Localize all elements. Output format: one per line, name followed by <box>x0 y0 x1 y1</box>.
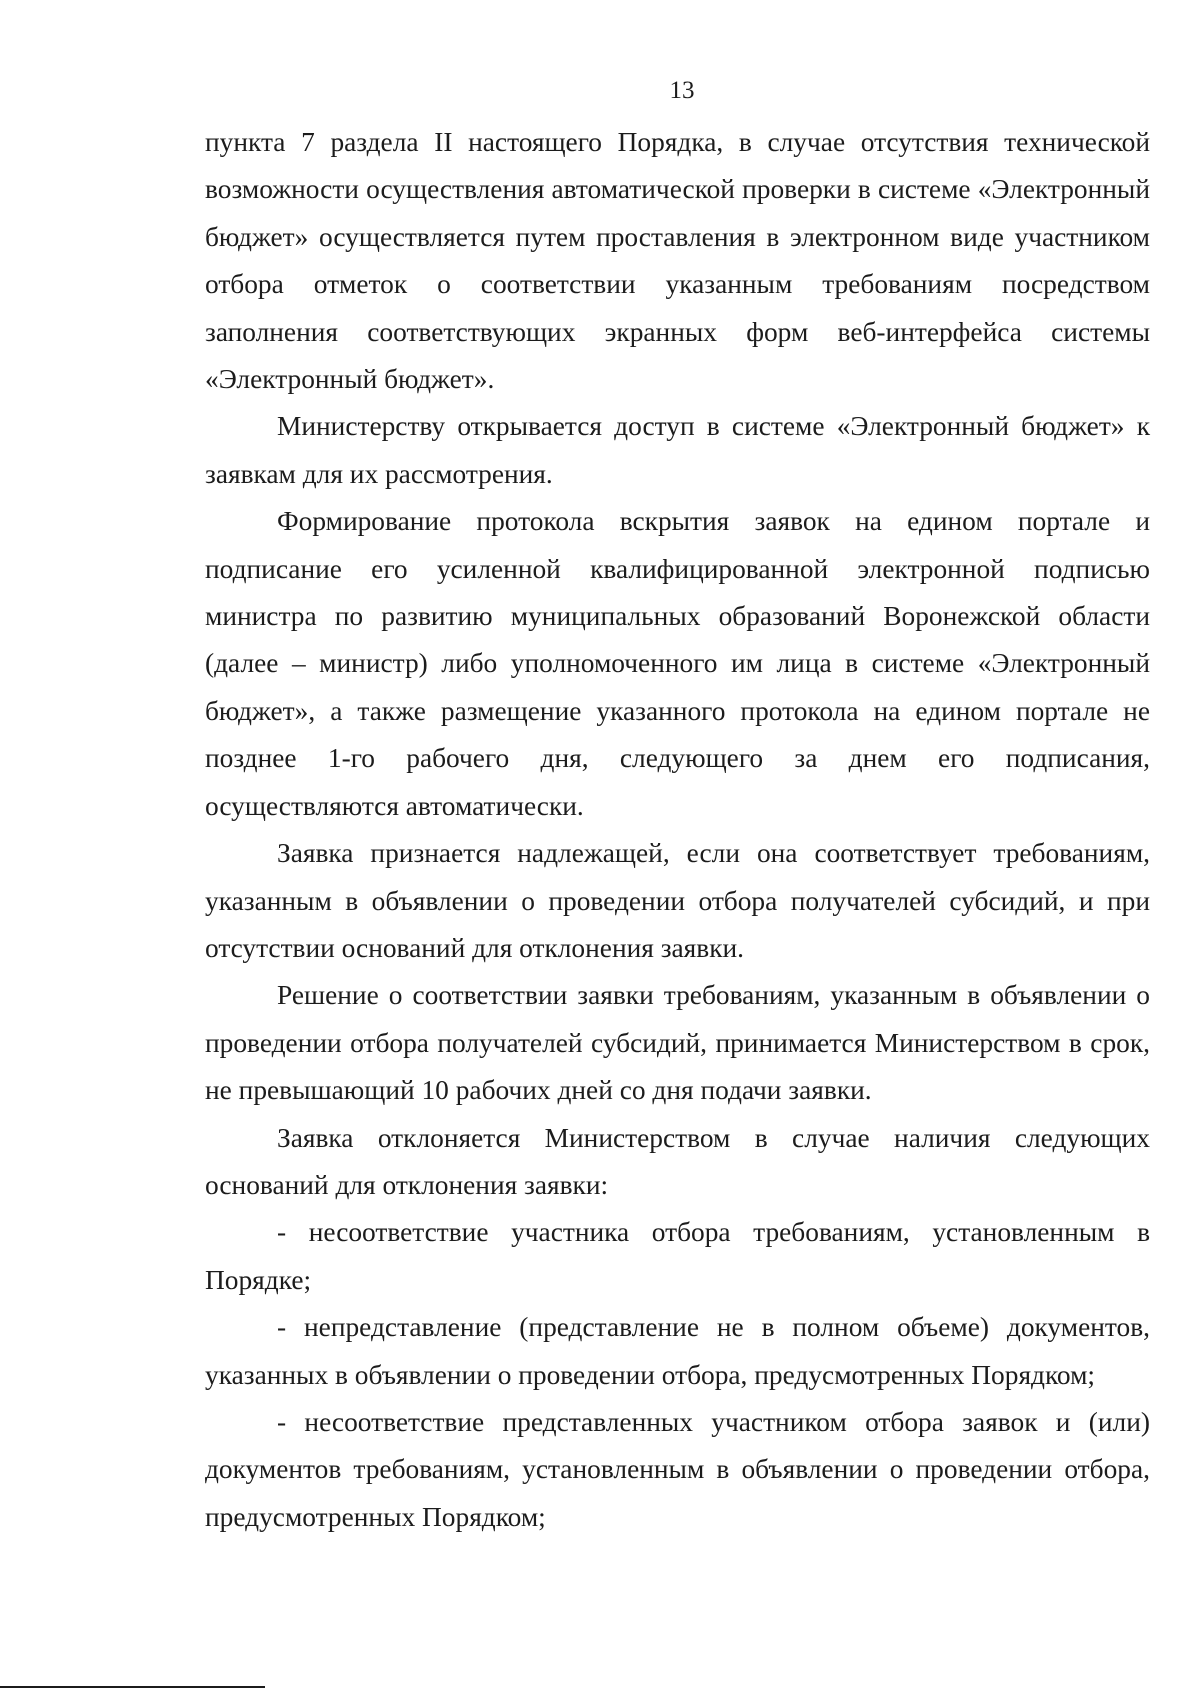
page-number: 13 <box>669 77 695 104</box>
paragraph-rejection-grounds: Заявка отклоняется Министерством в случае наличия следующих оснований для отклонения заявки: <box>205 1122 1150 1200</box>
list-item-documents-missing: - непредставление (представление не в полном объеме) документов, указанных в объявлении о проведении отбора, предусмотренных Порядком; <box>205 1312 1150 1390</box>
list-item-documents-noncompliance: - несоответствие представленных участником отбора заявок и (или) документов требованиям, установленным в объявлении о проведении отбора, предусмотренных Порядком; <box>205 1406 1150 1532</box>
paragraph-application-valid: Заявка признается надлежащей, если она соответствует требованиям, указанным в объявлении о проведении отбора получателей субсидий, и при отсутствии оснований для отклонения заявки. <box>205 838 1150 963</box>
paragraph-ministry-access: Министерству открывается доступ в системе «Электронный бюджет» к заявкам для их рассмотрения. <box>205 411 1150 489</box>
footnote-divider <box>0 1686 265 1688</box>
document-body <box>205 119 1150 1541</box>
paragraph-compliance-decision: Решение о соответствии заявки требованиям, указанным в объявлении о проведении отбора получателей субсидий, принимается Министерством в срок, не превышающий 10 рабочих дней со дня подачи заявки. <box>205 980 1150 1106</box>
paragraph-protocol-formation: Формирование протокола вскрытия заявок на едином портале и подписание его усиленной квалифицированной электронной подписью министра по развитию муниципальных образований Воронежской области (далее – министр) либо уполномоченного им лица в системе «Электронный бюджет», а также размещение указанного протокола на едином портале не позднее 1-го рабочего дня, следующего за днем его подписания, осуществляются автоматически. <box>205 506 1150 821</box>
paragraph-continuation: пункта 7 раздела II настоящего Порядка, в случае отсутствия технической возможности осуществления автоматической проверки в системе «Электронный бюджет» осуществляется путем проставления в электронном виде участником отбора отметок о соответствии указанным требованиям посредством заполнения соответствующих экранных форм веб-интерфейса системы «Электронный бюджет». <box>205 127 1150 395</box>
list-item-participant-noncompliance: - несоответствие участника отбора требованиям, установленным в Порядке; <box>205 1217 1150 1295</box>
